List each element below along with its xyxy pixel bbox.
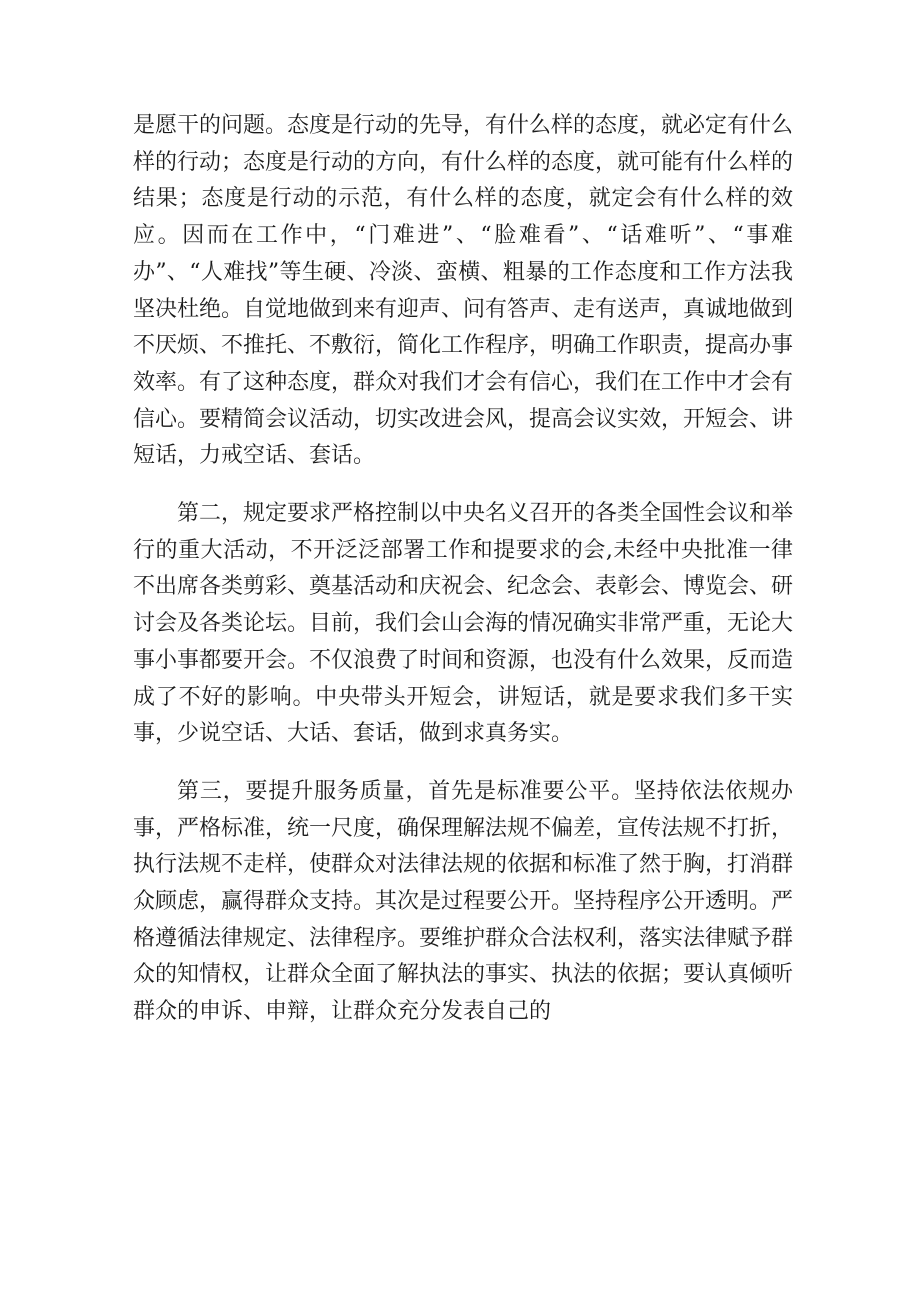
document-body (133, 108, 793, 1031)
paragraph-3: 第三，要提升服务质量，首先是标准要公平。坚持依法依规办事，严格标准，统一尺度，确保理解法规不偏差，宣传法规不打折，执行法规不走样，使群众对法律法规的依据和标准了然于胸，打消群众顾虑，赢得群众支持。其次是过程要公开。坚持程序公开透明。严格遵循法律规定、法律程序。要维护群众合法权利，落实法律赋予群众的知情权，让群众全面了解执法的事实、执法的依据；要认真倾听群众的申诉、申辩，让群众充分发表自己的 (133, 778, 794, 1025)
paragraph-1: 是愿干的问题。态度是行动的先导，有什么样的态度，就必定有什么样的行动；态度是行动的方向，有什么样的态度，就可能有什么样的结果；态度是行动的示范，有什么样的态度，就定会有什么样的效应。因而在工作中，“门难进”、“脸难看”、“话难听”、“事难办”、“人难找”等生硬、冷淡、蛮横、粗暴的工作态度和工作方法我坚决杜绝。自觉地做到来有迎声、问有答声、走有送声，真诚地做到不厌烦、不推托、不敷衍，简化工作程序，明确工作职责，提高办事效率。有了这种态度，群众对我们才会有信心，我们在工作中才会有信心。要精简会议活动，切实改进会风，提高会议实效，开短会、讲短话，力戒空话、套话。 (133, 113, 794, 469)
paragraph-2: 第二，规定要求严格控制以中央名义召开的各类全国性会议和举行的重大活动，不开泛泛部署工作和提要求的会,未经中央批准一律不出席各类剪彩、奠基活动和庆祝会、纪念会、表彰会、博览会、研讨会及各类论坛。目前，我们会山会海的情况确实非常严重，无论大事小事都要开会。不仅浪费了时间和资源，也没有什么效果，反而造成了不好的影响。中央带头开短会，讲短话，就是要求我们多干实事，少说空话、大话、套话，做到求真务实。 (133, 501, 794, 747)
